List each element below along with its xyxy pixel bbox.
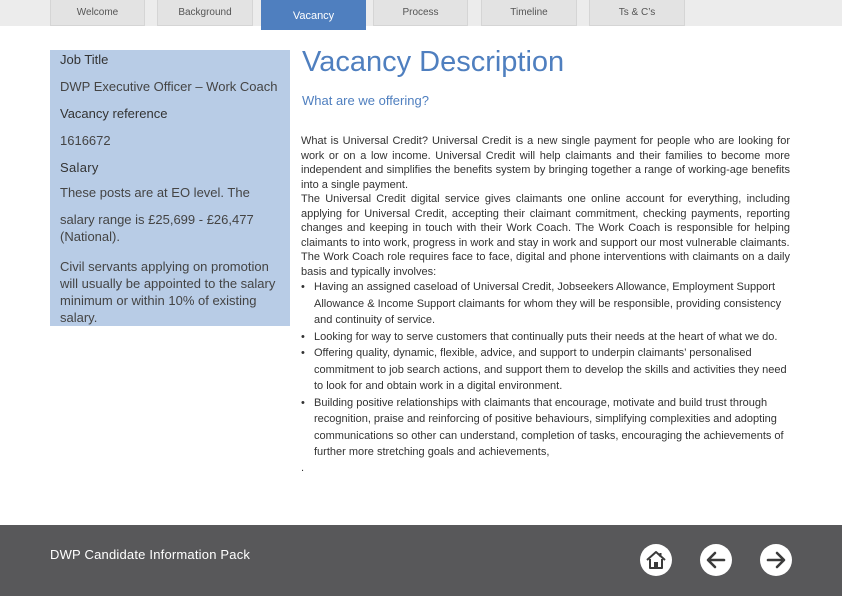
tab-bar xyxy=(0,0,842,30)
list-item-text: Building positive relationships with claimants that encourage, motivate and build trust through recognition, praise and reinforcing of positive behaviours, simplifying complexities and adopting communications so other can understand, completion of tasks, encouraging the achievements of further more stretching goals and achievements, xyxy=(314,396,784,458)
arrow-right-icon xyxy=(764,548,788,572)
bullet-marker: • xyxy=(301,347,305,359)
salary-intro-text: These posts are at EO level. The xyxy=(60,185,250,200)
vacancy-reference-value: 1616672 xyxy=(60,133,111,148)
job-title-value: DWP Executive Officer – Work Coach xyxy=(60,79,278,94)
tab-process[interactable]: Process xyxy=(373,0,468,26)
tab-background[interactable]: Background xyxy=(157,0,253,26)
list-item-text: Looking for way to serve customers that continually puts their needs at the heart of what we do. xyxy=(314,330,778,343)
tab-welcome[interactable]: Welcome xyxy=(50,0,145,26)
vacancy-reference-label: Vacancy reference xyxy=(60,106,168,121)
arrow-left-icon xyxy=(704,548,728,572)
page-title: Vacancy Description xyxy=(302,46,565,78)
bullet-marker: • xyxy=(301,396,305,409)
vacancy-description-body xyxy=(301,134,790,475)
trailing-mark: . xyxy=(301,461,305,474)
duties-list xyxy=(301,279,790,461)
job-title-label: Job Title xyxy=(60,52,109,67)
paragraph-digital-service: The Universal Credit digital service gives claimants one online account for everything, including applying for Universal Credit, accepting their claimant commitment, checking payments, reporting changes and keeping in touch with their Work Coach. The Work Coach is responsible for helping claimants to into work, progress in work and stay in work and support our most vulnerable claimants. xyxy=(301,193,790,249)
salary-range-text: salary range is £25,699 - £26,477 (National). xyxy=(60,212,254,244)
home-button[interactable] xyxy=(640,544,672,576)
footer xyxy=(0,525,842,596)
list-item xyxy=(301,279,790,329)
tab-timeline[interactable]: Timeline xyxy=(481,0,577,26)
vacancy-info-panel xyxy=(50,50,290,326)
section-subheading: What are we offering? xyxy=(302,93,429,108)
paragraph-universal-credit: What is Universal Credit? Universal Credit is a new single payment for people who are looking for work or on a low income. Universal Credit will help claimants and their families to become more independent and simplifies the benefits system by bringing together a range of working-age benefits into a single payment. xyxy=(301,135,790,191)
list-item xyxy=(301,329,790,346)
salary-label: Salary xyxy=(60,160,99,175)
bullet-marker: • xyxy=(301,330,305,343)
forward-button[interactable] xyxy=(760,544,792,576)
list-item-text: Having an assigned caseload of Universal Credit, Jobseekers Allowance, Employment Support Allowance & Income Support claimants for whom they will be responsible, providing consistency and continuity of service. xyxy=(314,281,782,326)
bullet-marker: • xyxy=(301,281,305,293)
list-item xyxy=(301,395,790,461)
tab-vacancy[interactable]: Vacancy xyxy=(261,0,366,30)
paragraph-work-coach-role: The Work Coach role requires face to face, digital and phone interventions with claimants on a daily basis and typically involves: xyxy=(301,251,790,278)
back-button[interactable] xyxy=(700,544,732,576)
tab-terms-conditions[interactable]: Ts & C’s xyxy=(589,0,685,26)
list-item-text: Offering quality, dynamic, flexible, advice, and support to underpin claimants’ personalised commitment to job search actions, and support them to develop the skills and activities they need to look for and obtain work in a digital environment. xyxy=(314,347,787,392)
footer-title: DWP Candidate Information Pack xyxy=(50,547,251,562)
promotion-text: Civil servants applying on promotion will usually be appointed to the salary minimum or within 10% of existing salary. xyxy=(60,259,276,325)
home-icon xyxy=(644,548,668,572)
list-item xyxy=(301,345,790,395)
